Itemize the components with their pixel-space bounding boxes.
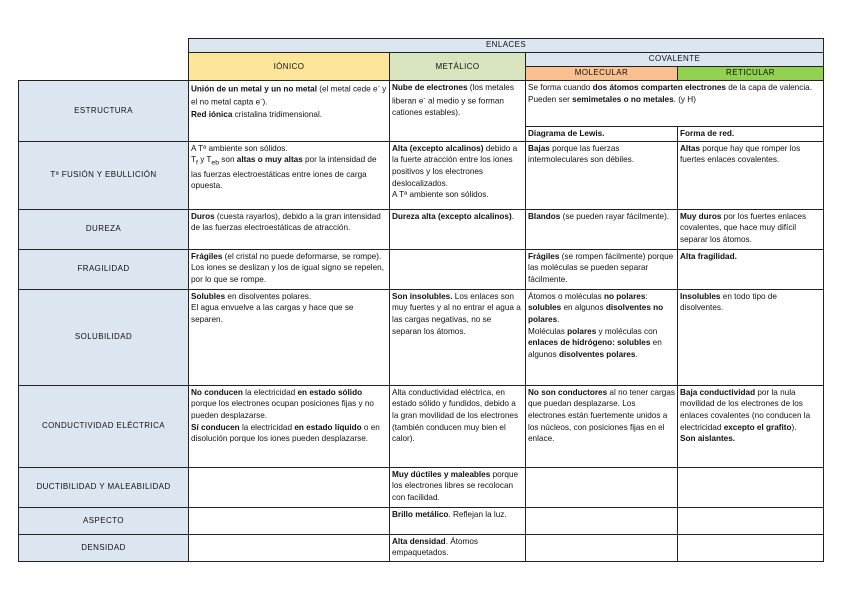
header-reticular: RETICULAR [678,67,824,81]
row-label-densidad: DENSIDAD [19,534,189,561]
cell-fragilidad-metalico [390,249,526,289]
row-label-fusion: Tª FUSIÓN Y EBULLICIÓN [19,141,189,209]
cell-conductividad-ionico: No conducen la electricidad en estado sólido porque los electrones ocupan posiciones fijas y no pueden desplazarse. Sí conducen la electricidad en estado líquido o en disolución porque los iones pueden desplazarse. [189,385,390,467]
cell-dureza-ionico: Duros (cuesta rayarlos), debido a la gran intensidad de las fuerzas electroestáticas de atracción. [189,209,390,249]
cell-ductilidad-ionico [189,467,390,507]
cell-fusion-metalico: Alta (excepto alcalinos) debido a la fuerte atracción entre los iones positivos y los electrones deslocalizados. A Tª ambiente son sólidos. [390,141,526,209]
cell-aspecto-reticular [678,507,824,534]
cell-ductilidad-molecular [526,467,678,507]
cell-dureza-reticular: Muy duros por los fuertes enlaces covalentes, que hace muy difícil separar los átomos. [678,209,824,249]
cell-densidad-molecular [526,534,678,561]
row-label-estructura: ESTRUCTURA [19,81,189,142]
header-covalente: COVALENTE [526,53,824,67]
cell-ductilidad-metalico: Muy dúctiles y maleables porque los electrones libres se recolocan con facilidad. [390,467,526,507]
cell-dureza-metalico: Dureza alta (excepto alcalinos). [390,209,526,249]
row-label-solubilidad: SOLUBILIDAD [19,289,189,385]
row-label-fragilidad: FRAGILIDAD [19,249,189,289]
cell-densidad-ionico [189,534,390,561]
cell-conductividad-metalico: Alta conductividad eléctrica, en estado sólido y fundidos, debido a la gran movilidad de los electrones (también conducen muy bien el calor). [390,385,526,467]
cell-solubilidad-ionico: Solubles en disolventes polares. El agua envuelve a las cargas y hace que se separen. [189,289,390,385]
cell-aspecto-molecular [526,507,678,534]
corner-cell [19,39,189,53]
cell-dureza-molecular: Blandos (se pueden rayar fácilmente). [526,209,678,249]
header-enlaces: ENLACES [189,39,824,53]
cell-ductilidad-reticular [678,467,824,507]
header-ionico: IÓNICO [189,53,390,81]
cell-estructura-reticular: Forma de red. [678,127,824,142]
cell-estructura-covalente: Se forma cuando dos átomos comparten electrones de la capa de valencia. Pueden ser semimetales o no metales. (y H) [526,81,824,127]
header-metalico: METÁLICO [390,53,526,81]
cell-fusion-molecular: Bajas porque las fuerzas intermoleculares son débiles. [526,141,678,209]
cell-fragilidad-molecular: Frágiles (se rompen fácilmente) porque las moléculas se pueden separar fácilmente. [526,249,678,289]
cell-aspecto-metalico: Brillo metálico. Reflejan la luz. [390,507,526,534]
cell-fusion-ionico: A Tª ambiente son sólidos. $T_f$ y $T_{eb}$ son altas o muy altas por la intensidad de las fuerzas electroestáticas entre iones de carga opuesta. [189,141,390,209]
corner-cell [19,67,189,81]
cell-fusion-reticular: Altas porque hay que romper los fuertes enlaces covalentes. [678,141,824,209]
row-label-ductilidad: DUCTIBILIDAD Y MALEABILIDAD [19,467,189,507]
cell-solubilidad-molecular: Átomos o moléculas no polares: solubles en algunos disolventes no polares. Moléculas polares y moléculas con enlaces de hidrógeno: solubles en algunos disolventes polares. [526,289,678,385]
cell-estructura-metalico: Nube de electrones (los metales liberan e- al medio y se forman cationes estables). [390,81,526,142]
row-label-aspecto: ASPECTO [19,507,189,534]
cell-estructura-molecular: Diagrama de Lewis. [526,127,678,142]
header-molecular: MOLECULAR [526,67,678,81]
row-label-conductividad: CONDUCTIVIDAD ELÉCTRICA [19,385,189,467]
cell-conductividad-reticular: Baja conductividad por la nula movilidad de los electrones de los enlaces covalentes (no conducen la electricidad excepto el grafito). Son aislantes. [678,385,824,467]
corner-cell [19,53,189,67]
cell-fragilidad-reticular: Alta fragilidad. [678,249,824,289]
row-label-dureza: DUREZA [19,209,189,249]
cell-solubilidad-metalico: Son insolubles. Los enlaces son muy fuertes y al no entrar el agua a las cargas negativas, no se separan los átomos. [390,289,526,385]
cell-estructura-ionico: Unión de un metal y un no metal (el metal cede e- y el no metal capta e-). Red iónica cristalina tridimensional. [189,81,390,142]
cell-conductividad-molecular: No son conductores al no tener cargas que puedan desplazarse. Los electrones están fuertemente unidos a los núcleos, con posiciones fijas en el enlace. [526,385,678,467]
cell-aspecto-ionico [189,507,390,534]
cell-fragilidad-ionico: Frágiles (el cristal no puede deformarse, se rompe). Los iones se deslizan y los de igual signo se repelen, por lo que se rompe. [189,249,390,289]
cell-solubilidad-reticular: Insolubles en todo tipo de disolventes. [678,289,824,385]
cell-densidad-metalico: Alta densidad. Átomos empaquetados. [390,534,526,561]
cell-densidad-reticular [678,534,824,561]
comparison-table [18,38,824,562]
